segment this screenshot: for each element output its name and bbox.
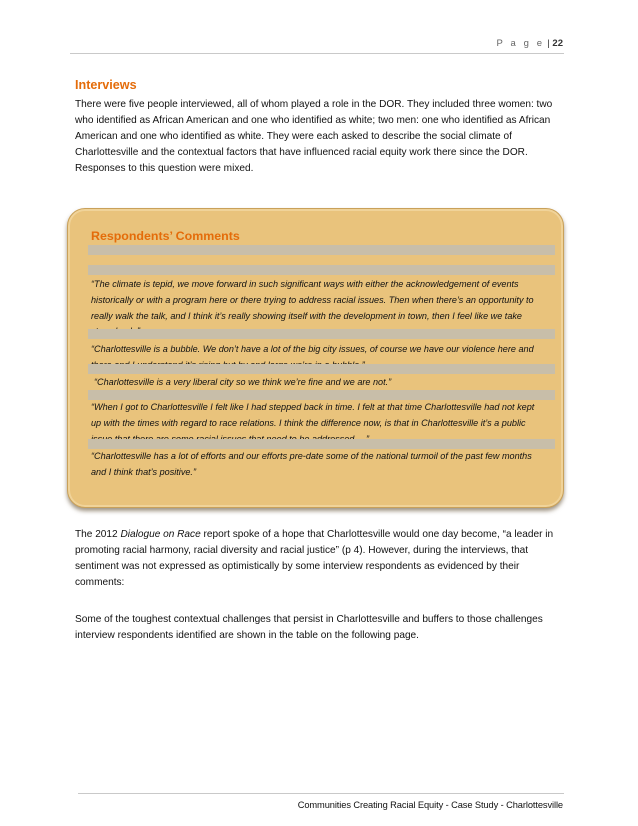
respondent-quote: “Charlottesville is a very liberal city so we think we’re fine and we are not.” xyxy=(94,377,392,387)
page-number-value: 22 xyxy=(552,38,563,49)
respondent-quote: “Charlottesville has a lot of efforts and our efforts pre-date some of the national turmoil of the past few months and I think that’s positive.” xyxy=(91,451,532,477)
report-title: Dialogue on Race xyxy=(120,529,201,540)
respondents-comments-callout xyxy=(67,208,564,508)
header-divider xyxy=(70,53,564,54)
callout-divider-bar xyxy=(88,265,555,275)
callout-title: Respondents’ Comments xyxy=(91,229,240,243)
page-number xyxy=(497,38,563,49)
page-label: P a g e xyxy=(496,38,545,49)
callout-divider-bar xyxy=(88,390,555,400)
challenges-paragraph: Some of the toughest contextual challenges that persist in Charlottesville and buffers to those challenges interview respondents identified are shown in the table on the following page. xyxy=(75,614,543,641)
callout-divider-bar xyxy=(88,245,555,255)
report-text-before: The 2012 xyxy=(75,529,121,540)
report-text-after: report spoke of a hope that Charlottesville would one day become, “a leader in promoting racial harmony, racial diversity and racial justice” (p 4). However, during the interviews, that sentiment was not expressed as optimistically by some interview respondents as evidenced by their comments: xyxy=(75,529,554,588)
callout-divider-bar xyxy=(88,329,555,339)
respondent-quote: “The climate is tepid, we move forward in such significant ways with either the acknowledgement of events historically or with a program here or there trying to address racial issues. Then when there’s an opportunity to really walk the talk, and I think it’s really showing itself with the development in town, then I feel like we take xyxy=(91,279,534,321)
interviews-intro-paragraph: There were five people interviewed, all of whom played a role in the DOR. They included three women: two who identified as African American and one who identified as white; two men: one who identified as African American and one who identified as white. They were each asked to describe the social climate of Charlottesville and the contextual factors that have influenced racial equity work there since the DOR. Responses to this question were mixed. xyxy=(75,99,553,174)
respondent-quote: “When I got to Charlottesville I felt like I had stepped back in time. I felt at that time Charlottesville had not kept up with the times with regard to race relations. I think the difference now, is that in Charlottesville it’s a public xyxy=(91,402,535,428)
callout-divider-bar xyxy=(88,364,555,374)
section-title-interviews: Interviews xyxy=(75,78,137,92)
footer-divider xyxy=(78,793,564,794)
dialogue-report-paragraph xyxy=(75,527,565,591)
page-separator: | xyxy=(547,38,550,49)
callout-divider-bar xyxy=(88,439,555,449)
footer-text: Communities Creating Racial Equity - Case Study - Charlottesville xyxy=(297,800,563,810)
respondent-quote: “Charlottesville is a bubble. We don’t have a lot of the big city issues, of course we have our violence here and xyxy=(91,344,534,354)
